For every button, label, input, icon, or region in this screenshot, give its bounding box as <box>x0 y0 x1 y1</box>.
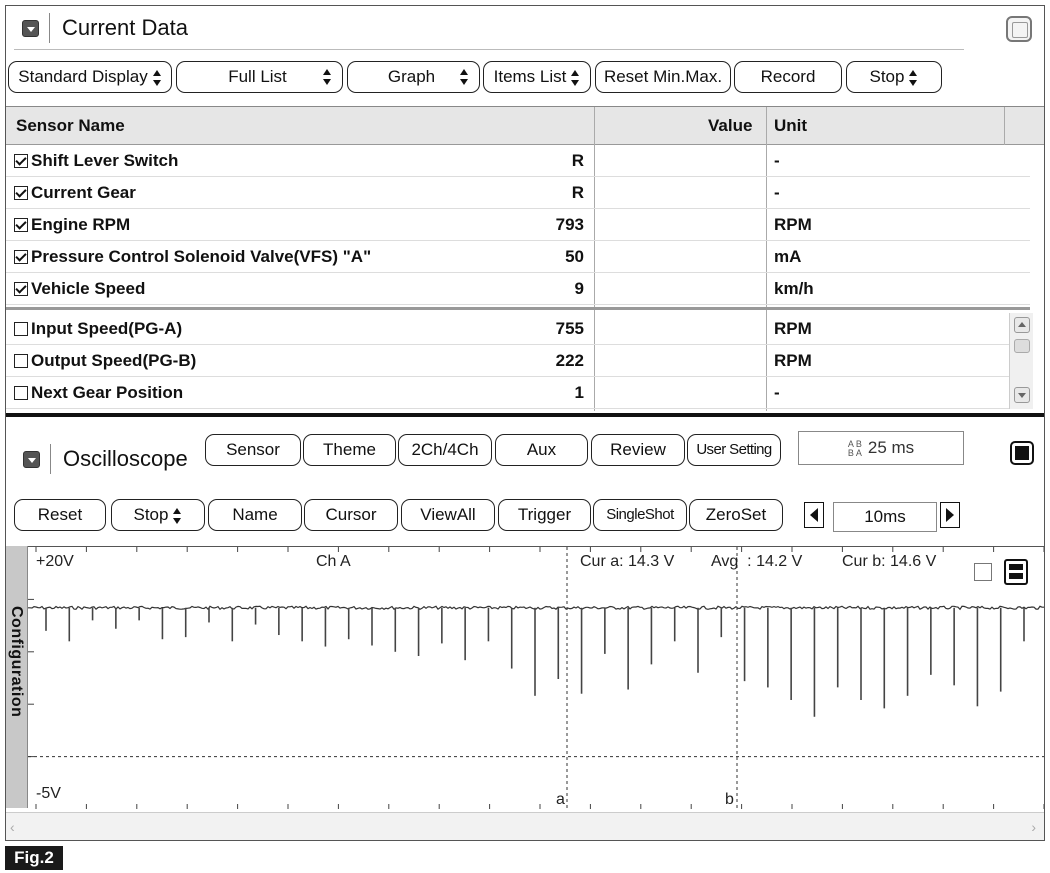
waveform-canvas <box>28 547 1044 809</box>
title-separator <box>50 444 51 474</box>
sensor-value: 9 <box>574 279 584 298</box>
table-scrollbar[interactable] <box>1009 313 1033 409</box>
stop-square-icon[interactable] <box>1010 441 1034 465</box>
sensor-unit: mA <box>774 247 802 266</box>
spinner-icon <box>908 70 918 86</box>
column-sensor-name[interactable]: Sensor Name <box>16 116 125 135</box>
user-setting-button[interactable]: User Setting <box>687 434 781 466</box>
row-checkbox[interactable] <box>14 386 28 400</box>
row-checkbox[interactable] <box>14 218 28 232</box>
table-header <box>6 107 1044 145</box>
row-checkbox[interactable] <box>14 186 28 200</box>
sensor-value: 1 <box>574 383 584 402</box>
diagnostic-window <box>5 5 1045 841</box>
oscilloscope-title: Oscilloscope <box>63 446 188 471</box>
row-checkbox[interactable] <box>14 354 28 368</box>
table-row[interactable] <box>6 145 1030 177</box>
trigger-button[interactable]: Trigger <box>498 499 591 531</box>
baseline-trace <box>28 606 1044 609</box>
overlay-checkbox[interactable] <box>974 563 992 581</box>
avg-readout: Avg : 14.2 V <box>711 553 803 570</box>
row-checkbox[interactable] <box>14 282 28 296</box>
timebase-value: 10ms <box>833 502 937 532</box>
horizontal-scrollbar[interactable] <box>6 812 1044 840</box>
cursor-b-readout: Cur b: 14.6 V <box>842 553 937 570</box>
spinner-icon <box>152 70 162 86</box>
table-row[interactable] <box>6 313 1030 345</box>
figure-label: Fig.2 <box>5 846 63 870</box>
reset-min-max-button[interactable]: Reset Min.Max. <box>595 61 731 93</box>
plot-grid <box>28 547 1044 809</box>
zero-set-button[interactable]: ZeroSet <box>689 499 783 531</box>
reset-button[interactable]: Reset <box>14 499 106 531</box>
sensor-name: Current Gear <box>31 183 136 202</box>
configuration-label: Configuration <box>8 606 25 718</box>
collapse-oscilloscope-icon[interactable] <box>23 451 40 468</box>
configuration-tab[interactable] <box>6 546 28 808</box>
name-button[interactable]: Name <box>208 499 302 531</box>
sensor-unit: RPM <box>774 319 812 338</box>
sensor-value: 222 <box>555 351 584 370</box>
sensor-name: Output Speed(PG-B) <box>31 351 197 370</box>
sensor-unit: RPM <box>774 215 812 234</box>
sensor-table <box>6 106 1044 410</box>
ab-icon: A B B A <box>847 438 862 458</box>
column-value[interactable]: Value <box>708 116 753 135</box>
review-button[interactable]: Review <box>591 434 685 466</box>
channels-button[interactable]: 2Ch/4Ch <box>398 434 492 466</box>
sensor-value: R <box>571 151 584 170</box>
panel-divider[interactable] <box>6 413 1044 417</box>
graph-select[interactable]: Graph <box>347 61 480 93</box>
y-top-label: +20V <box>36 553 74 570</box>
sensor-value: 50 <box>565 247 584 266</box>
sensor-unit: - <box>774 151 780 170</box>
sensor-unit: RPM <box>774 351 812 370</box>
split-view-icon[interactable] <box>1004 559 1028 585</box>
table-row[interactable] <box>6 345 1030 377</box>
oscilloscope-plot[interactable] <box>28 546 1044 808</box>
sensor-value: R <box>571 183 584 202</box>
sensor-name: Engine RPM <box>31 215 131 234</box>
spinner-icon <box>322 69 332 85</box>
table-row[interactable] <box>6 209 1030 241</box>
current-data-title: Current Data <box>62 15 188 40</box>
sensor-name: Vehicle Speed <box>31 279 146 298</box>
title-separator <box>49 13 50 43</box>
sensor-value: 755 <box>555 319 584 338</box>
full-list-select[interactable]: Full List <box>176 61 343 93</box>
scroll-right-icon[interactable]: › <box>1031 819 1036 835</box>
sensor-button[interactable]: Sensor <box>205 434 301 466</box>
collapse-current-data-icon[interactable] <box>22 20 39 37</box>
record-button[interactable]: Record <box>734 61 842 93</box>
scroll-left-icon[interactable]: ‹ <box>10 819 15 835</box>
spinner-icon <box>459 69 469 85</box>
table-row[interactable] <box>6 377 1030 409</box>
time-display <box>798 431 964 465</box>
scroll-up-icon[interactable] <box>1014 317 1030 333</box>
cursor-a-readout: Cur a: 14.3 V <box>580 553 675 570</box>
sensor-name: Pressure Control Solenoid Valve(VFS) "A" <box>31 247 372 266</box>
sensor-unit: - <box>774 183 780 202</box>
aux-button[interactable]: Aux <box>495 434 588 466</box>
sensor-unit: - <box>774 383 780 402</box>
cursor-b-marker[interactable]: b <box>725 791 734 808</box>
current-data-header <box>6 6 1044 50</box>
maximize-icon[interactable] <box>1006 16 1032 42</box>
sensor-unit: km/h <box>774 279 814 298</box>
standard-display-select[interactable]: Standard Display <box>8 61 172 93</box>
theme-button[interactable]: Theme <box>303 434 396 466</box>
table-row[interactable] <box>6 273 1030 305</box>
row-checkbox[interactable] <box>14 250 28 264</box>
cursor-a-marker[interactable]: a <box>556 791 565 808</box>
single-shot-button[interactable]: SingleShot <box>593 499 687 531</box>
header-underline <box>14 49 964 50</box>
row-checkbox[interactable] <box>14 154 28 168</box>
stop-select[interactable]: Stop <box>111 499 205 531</box>
spinner-icon <box>172 508 182 524</box>
column-divider <box>1004 107 1005 145</box>
time-value: 25 ms <box>867 438 915 457</box>
sensor-name: Next Gear Position <box>31 383 184 402</box>
scroll-down-icon[interactable] <box>1014 387 1030 403</box>
channel-label: Ch A <box>316 553 351 570</box>
spinner-icon <box>570 70 580 86</box>
timebase-decrease-icon[interactable] <box>804 502 824 528</box>
selected-group-separator <box>6 307 1030 310</box>
stop-select[interactable]: Stop <box>846 61 942 93</box>
table-row[interactable] <box>6 177 1030 209</box>
table-row[interactable] <box>6 241 1030 273</box>
items-list-select[interactable]: Items List <box>483 61 591 93</box>
row-checkbox[interactable] <box>14 322 28 336</box>
column-unit[interactable]: Unit <box>774 116 808 135</box>
waveform-trace <box>28 606 1044 716</box>
scroll-thumb[interactable] <box>1014 339 1030 353</box>
sensor-value: 793 <box>555 215 584 234</box>
y-bottom-label: -5V <box>36 785 61 802</box>
view-all-button[interactable]: ViewAll <box>401 499 495 531</box>
sensor-name: Shift Lever Switch <box>31 151 179 170</box>
timebase-increase-icon[interactable] <box>940 502 960 528</box>
cursor-button[interactable]: Cursor <box>304 499 398 531</box>
sensor-name: Input Speed(PG-A) <box>31 319 183 338</box>
